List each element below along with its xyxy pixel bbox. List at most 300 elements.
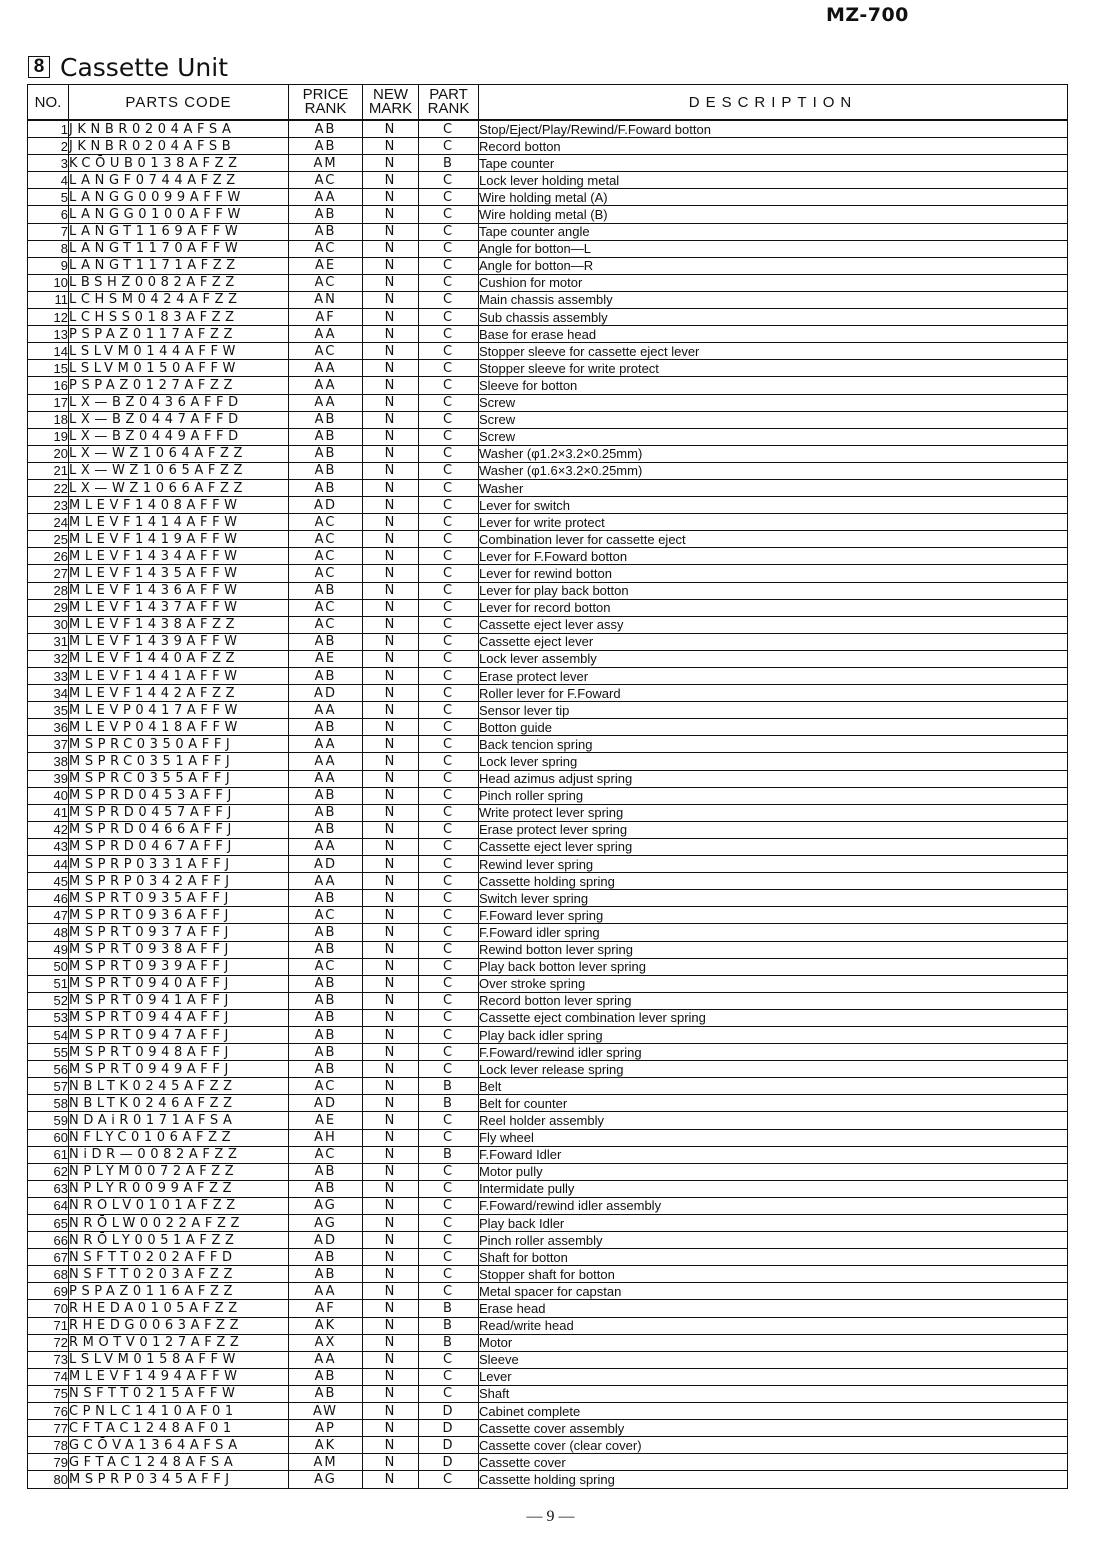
item-number-cell: 53 [28,1009,69,1026]
table-row [28,120,1068,138]
part-rank-cell: C [419,975,479,992]
item-number-cell: 7 [28,223,69,240]
table-row [28,1351,1068,1368]
part-rank-cell: C [419,257,479,274]
item-number-cell: 15 [28,360,69,377]
price-rank-cell: AB [289,411,363,428]
part-rank-cell: C [419,736,479,753]
table-row [28,274,1068,291]
item-number-cell: 2 [28,138,69,155]
new-mark-cell: N [363,309,419,326]
part-rank-cell: C [419,462,479,479]
table-row [28,1300,1068,1317]
item-number-cell: 3 [28,155,69,172]
table-row [28,514,1068,531]
new-mark-cell: N [363,1300,419,1317]
description-cell: F.Foward Idler [479,1146,1068,1163]
part-rank-cell: C [419,309,479,326]
table-row [28,497,1068,514]
table-row [28,428,1068,445]
table-row [28,479,1068,496]
price-rank-cell: AA [289,873,363,890]
new-mark-cell: N [363,206,419,223]
price-rank-cell: AN [289,291,363,308]
table-row [28,240,1068,257]
table-row [28,309,1068,326]
new-mark-cell: N [363,240,419,257]
price-rank-cell: AA [289,770,363,787]
description-cell: Record botton [479,138,1068,155]
price-rank-cell: AB [289,804,363,821]
table-row [28,1095,1068,1112]
price-rank-cell: AA [289,736,363,753]
part-rank-cell: C [419,992,479,1009]
item-number-cell: 30 [28,616,69,633]
table-row [28,223,1068,240]
price-rank-cell: AK [289,1437,363,1454]
table-row [28,1232,1068,1249]
table-row [28,1249,1068,1266]
new-mark-cell: N [363,1317,419,1334]
part-rank-cell: C [419,1009,479,1026]
part-rank-cell: C [419,821,479,838]
parts-code-cell: MLEVF1494AFFW [69,1368,289,1385]
description-cell: Shaft for botton [479,1249,1068,1266]
price-rank-cell: AB [289,1180,363,1197]
price-rank-cell: AA [289,838,363,855]
price-rank-cell: AA [289,360,363,377]
item-number-cell: 49 [28,941,69,958]
price-rank-cell: AC [289,514,363,531]
new-mark-cell: N [363,702,419,719]
parts-code-cell: CFTAC1248AF01 [69,1420,289,1437]
new-mark-cell: N [363,668,419,685]
parts-code-cell: PSPAZ0127AFZZ [69,377,289,394]
price-rank-cell: AB [289,668,363,685]
new-mark-cell: N [363,514,419,531]
description-cell: Cabinet complete [479,1403,1068,1420]
price-rank-cell: AB [289,445,363,462]
description-cell: Reel holder assembly [479,1112,1068,1129]
part-rank-cell: C [419,1163,479,1180]
price-rank-cell: AD [289,1095,363,1112]
description-cell: Botton guide [479,719,1068,736]
item-number-cell: 44 [28,856,69,873]
parts-code-cell: LCHSM0424AFZZ [69,291,289,308]
part-rank-cell: C [419,1266,479,1283]
parts-code-cell: MLEVF1438AFZZ [69,616,289,633]
item-number-cell: 11 [28,291,69,308]
parts-code-cell: MSPRT0936AFFJ [69,907,289,924]
part-rank-cell: C [419,668,479,685]
parts-code-cell: LSLVM0150AFFW [69,360,289,377]
parts-code-cell: MLEVF1408AFFW [69,497,289,514]
parts-code-cell: LBSHZ0082AFZZ [69,274,289,291]
new-mark-cell: N [363,462,419,479]
part-rank-cell: C [419,873,479,890]
table-row [28,719,1068,736]
new-mark-cell: N [363,497,419,514]
item-number-cell: 76 [28,1403,69,1420]
description-cell: Erase head [479,1300,1068,1317]
price-rank-cell: AA [289,1351,363,1368]
part-rank-cell: B [419,1146,479,1163]
price-rank-cell: AF [289,309,363,326]
column-header-parts-code: PARTS CODE [69,85,289,121]
table-row [28,668,1068,685]
new-mark-cell: N [363,1197,419,1214]
table-row [28,1471,1068,1488]
item-number-cell: 25 [28,531,69,548]
parts-code-cell: MSPRT0949AFFJ [69,1061,289,1078]
parts-code-cell: KCŌUB0138AFZZ [69,155,289,172]
new-mark-cell: N [363,1180,419,1197]
part-rank-cell: C [419,633,479,650]
item-number-cell: 20 [28,445,69,462]
new-mark-cell: N [363,1437,419,1454]
table-row [28,1317,1068,1334]
part-rank-cell: C [419,856,479,873]
new-mark-cell: N [363,856,419,873]
new-mark-cell: N [363,633,419,650]
table-row [28,787,1068,804]
new-mark-cell: N [363,770,419,787]
parts-code-cell: LSLVM0158AFFW [69,1351,289,1368]
item-number-cell: 63 [28,1180,69,1197]
price-rank-cell: AB [289,223,363,240]
description-cell: Washer (φ1.6×3.2×0.25mm) [479,462,1068,479]
description-cell: F.Foward lever spring [479,907,1068,924]
parts-table-body [28,120,1068,1488]
part-rank-cell: C [419,838,479,855]
item-number-cell: 37 [28,736,69,753]
price-rank-cell: AW [289,1403,363,1420]
new-mark-cell: N [363,377,419,394]
item-number-cell: 41 [28,804,69,821]
parts-code-cell: MSPRD0457AFFJ [69,804,289,821]
table-row [28,445,1068,462]
description-cell: Washer (φ1.2×3.2×0.25mm) [479,445,1068,462]
table-row [28,633,1068,650]
new-mark-cell: N [363,890,419,907]
description-cell: Stopper sleeve for write protect [479,360,1068,377]
description-cell: Angle for botton—R [479,257,1068,274]
table-row [28,394,1068,411]
table-row [28,377,1068,394]
price-rank-cell: AG [289,1471,363,1488]
part-rank-cell: D [419,1454,479,1471]
description-cell: Cassette eject lever [479,633,1068,650]
description-cell: Lever for switch [479,497,1068,514]
part-rank-cell: C [419,1180,479,1197]
description-cell: Tape counter angle [479,223,1068,240]
description-cell: Sleeve for botton [479,377,1068,394]
new-mark-cell: N [363,804,419,821]
price-rank-cell: AG [289,1197,363,1214]
description-cell: Belt [479,1078,1068,1095]
item-number-cell: 77 [28,1420,69,1437]
price-rank-cell: AB [289,479,363,496]
description-cell: Base for erase head [479,326,1068,343]
part-rank-cell: C [419,343,479,360]
part-rank-cell: C [419,958,479,975]
table-header-row [28,85,1068,121]
new-mark-cell: N [363,1129,419,1146]
new-mark-cell: N [363,274,419,291]
description-cell: Pinch roller assembly [479,1232,1068,1249]
new-mark-cell: N [363,599,419,616]
parts-code-cell: LANGT1171AFZZ [69,257,289,274]
new-mark-line-2: MARK [368,100,413,117]
description-cell: F.Foward/rewind idler spring [479,1044,1068,1061]
description-cell: Combination lever for cassette eject [479,531,1068,548]
part-rank-cell: C [419,1283,479,1300]
price-rank-cell: AE [289,1112,363,1129]
price-rank-cell: AM [289,1454,363,1471]
price-rank-cell: AB [289,992,363,1009]
parts-code-cell: NRŌLY0051AFZZ [69,1232,289,1249]
price-rank-cell: AA [289,702,363,719]
part-rank-cell: C [419,1471,479,1488]
part-rank-cell: C [419,223,479,240]
price-rank-cell: AB [289,941,363,958]
item-number-cell: 56 [28,1061,69,1078]
description-cell: F.Foward idler spring [479,924,1068,941]
price-rank-cell: AB [289,787,363,804]
part-rank-cell: C [419,1215,479,1232]
item-number-cell: 22 [28,479,69,496]
table-row [28,770,1068,787]
description-cell: Over stroke spring [479,975,1068,992]
part-rank-cell: C [419,1351,479,1368]
item-number-cell: 33 [28,668,69,685]
parts-code-cell: LX—WZ1064AFZZ [69,445,289,462]
price-rank-cell: AB [289,1266,363,1283]
item-number-cell: 70 [28,1300,69,1317]
new-mark-cell: N [363,1095,419,1112]
new-mark-cell: N [363,548,419,565]
parts-code-cell: LCHSS0183AFZZ [69,309,289,326]
part-rank-line-1: PART [429,86,468,103]
description-cell: Lever for F.Foward botton [479,548,1068,565]
description-cell: Lever for play back botton [479,582,1068,599]
item-number-cell: 5 [28,189,69,206]
part-rank-cell: C [419,719,479,736]
table-row [28,1163,1068,1180]
parts-code-cell: GCŌVA1364AFSA [69,1437,289,1454]
description-cell: Lock lever holding metal [479,172,1068,189]
new-mark-cell: N [363,1232,419,1249]
price-rank-cell: AB [289,1163,363,1180]
part-rank-cell: C [419,394,479,411]
part-rank-cell: C [419,497,479,514]
description-cell: Intermidate pully [479,1180,1068,1197]
table-row [28,1026,1068,1043]
description-cell: Back tencion spring [479,736,1068,753]
parts-code-cell: LX—BZ0436AFFD [69,394,289,411]
table-row [28,685,1068,702]
new-mark-cell: N [363,582,419,599]
table-row [28,1146,1068,1163]
table-row [28,736,1068,753]
parts-code-cell: MSPRT0947AFFJ [69,1026,289,1043]
price-rank-cell: AD [289,1232,363,1249]
table-row [28,1180,1068,1197]
item-number-cell: 73 [28,1351,69,1368]
section-number-box: 8 [28,56,50,78]
price-rank-cell: AB [289,1044,363,1061]
table-row [28,1437,1068,1454]
price-rank-cell: AC [289,548,363,565]
parts-code-cell: NiDR—0082AFZZ [69,1146,289,1163]
item-number-cell: 57 [28,1078,69,1095]
parts-code-cell: LANGT1169AFFW [69,223,289,240]
new-mark-cell: N [363,821,419,838]
parts-code-cell: LX—BZ0449AFFD [69,428,289,445]
part-rank-cell: C [419,924,479,941]
parts-code-cell: MSPRC0351AFFJ [69,753,289,770]
description-cell: Cassette eject lever spring [479,838,1068,855]
table-row [28,411,1068,428]
table-row [28,1454,1068,1471]
table-row [28,343,1068,360]
parts-code-cell: MLEVF1441AFFW [69,668,289,685]
new-mark-cell: N [363,1385,419,1402]
table-row [28,856,1068,873]
table-row [28,941,1068,958]
description-cell: Shaft [479,1385,1068,1402]
description-cell: Belt for counter [479,1095,1068,1112]
description-cell: Play back botton lever spring [479,958,1068,975]
table-row [28,804,1068,821]
table-row [28,958,1068,975]
parts-code-cell: MSPRD0453AFFJ [69,787,289,804]
part-rank-cell: C [419,941,479,958]
description-cell: Fly wheel [479,1129,1068,1146]
parts-code-cell: LX—WZ1066AFZZ [69,479,289,496]
parts-code-cell: LX—WZ1065AFZZ [69,462,289,479]
price-rank-cell: AC [289,1146,363,1163]
item-number-cell: 36 [28,719,69,736]
description-cell: Lever for record botton [479,599,1068,616]
table-row [28,1078,1068,1095]
part-rank-cell: C [419,1385,479,1402]
part-rank-cell: C [419,685,479,702]
new-mark-cell: N [363,873,419,890]
description-cell: Rewind botton lever spring [479,941,1068,958]
description-cell: Main chassis assembly [479,291,1068,308]
parts-code-cell: MSPRP0342AFFJ [69,873,289,890]
item-number-cell: 31 [28,633,69,650]
parts-code-cell: LANGF0744AFZZ [69,172,289,189]
price-rank-cell: AB [289,1368,363,1385]
part-rank-cell: B [419,1334,479,1351]
price-rank-cell: AC [289,958,363,975]
item-number-cell: 67 [28,1249,69,1266]
description-cell: Sleeve [479,1351,1068,1368]
part-rank-cell: B [419,1317,479,1334]
model-number: MZ-700 [826,4,909,26]
parts-code-cell: NRŌLV0101AFZZ [69,1197,289,1214]
description-cell: Pinch roller spring [479,787,1068,804]
item-number-cell: 24 [28,514,69,531]
table-row [28,1266,1068,1283]
price-rank-cell: AB [289,582,363,599]
table-row [28,1368,1068,1385]
table-row [28,565,1068,582]
new-mark-cell: N [363,907,419,924]
item-number-cell: 62 [28,1163,69,1180]
part-rank-line-2: RANK [427,100,470,117]
price-rank-line-1: PRICE [302,86,349,103]
parts-code-cell: LX—BZ0447AFFD [69,411,289,428]
price-rank-cell: AC [289,907,363,924]
parts-code-cell: GFTAC1248AFSA [69,1454,289,1471]
new-mark-cell: N [363,257,419,274]
new-mark-cell: N [363,428,419,445]
table-row [28,548,1068,565]
part-rank-cell: C [419,582,479,599]
part-rank-cell: D [419,1403,479,1420]
item-number-cell: 17 [28,394,69,411]
description-cell: Angle for botton—L [479,240,1068,257]
item-number-cell: 42 [28,821,69,838]
price-rank-cell: AB [289,924,363,941]
parts-code-cell: LANGG0100AFFW [69,206,289,223]
part-rank-cell: B [419,155,479,172]
column-header-price-rank [289,85,363,121]
description-cell: Cassette eject lever assy [479,616,1068,633]
new-mark-cell: N [363,343,419,360]
description-cell: Roller lever for F.Foward [479,685,1068,702]
parts-code-cell: MLEVP0417AFFW [69,702,289,719]
column-header-description: DESCRIPTION [479,85,1068,121]
item-number-cell: 23 [28,497,69,514]
item-number-cell: 43 [28,838,69,855]
new-mark-cell: N [363,616,419,633]
new-mark-cell: N [363,291,419,308]
part-rank-cell: C [419,274,479,291]
price-rank-cell: AB [289,633,363,650]
item-number-cell: 54 [28,1026,69,1043]
parts-table [27,84,1068,1489]
price-rank-cell: AX [289,1334,363,1351]
table-row [28,1044,1068,1061]
price-rank-cell: AB [289,1385,363,1402]
parts-code-cell: PSPAZ0116AFZZ [69,1283,289,1300]
part-rank-cell: C [419,650,479,667]
part-rank-cell: C [419,548,479,565]
description-cell: Metal spacer for capstan [479,1283,1068,1300]
description-cell: Cassette holding spring [479,873,1068,890]
table-row [28,1420,1068,1437]
new-mark-cell: N [363,1061,419,1078]
new-mark-cell: N [363,1368,419,1385]
item-number-cell: 14 [28,343,69,360]
description-cell: Lock lever assembly [479,650,1068,667]
description-cell: Wire holding metal (A) [479,189,1068,206]
description-cell: Stopper shaft for botton [479,1266,1068,1283]
parts-code-cell: RMŌTV0127AFZZ [69,1334,289,1351]
parts-code-cell: MSPRT0939AFFJ [69,958,289,975]
new-mark-line-1: NEW [373,86,408,103]
table-row [28,1403,1068,1420]
description-cell: Lever for write protect [479,514,1068,531]
part-rank-cell: B [419,1078,479,1095]
price-rank-cell: AC [289,274,363,291]
item-number-cell: 18 [28,411,69,428]
parts-code-cell: MSPRT0941AFFJ [69,992,289,1009]
